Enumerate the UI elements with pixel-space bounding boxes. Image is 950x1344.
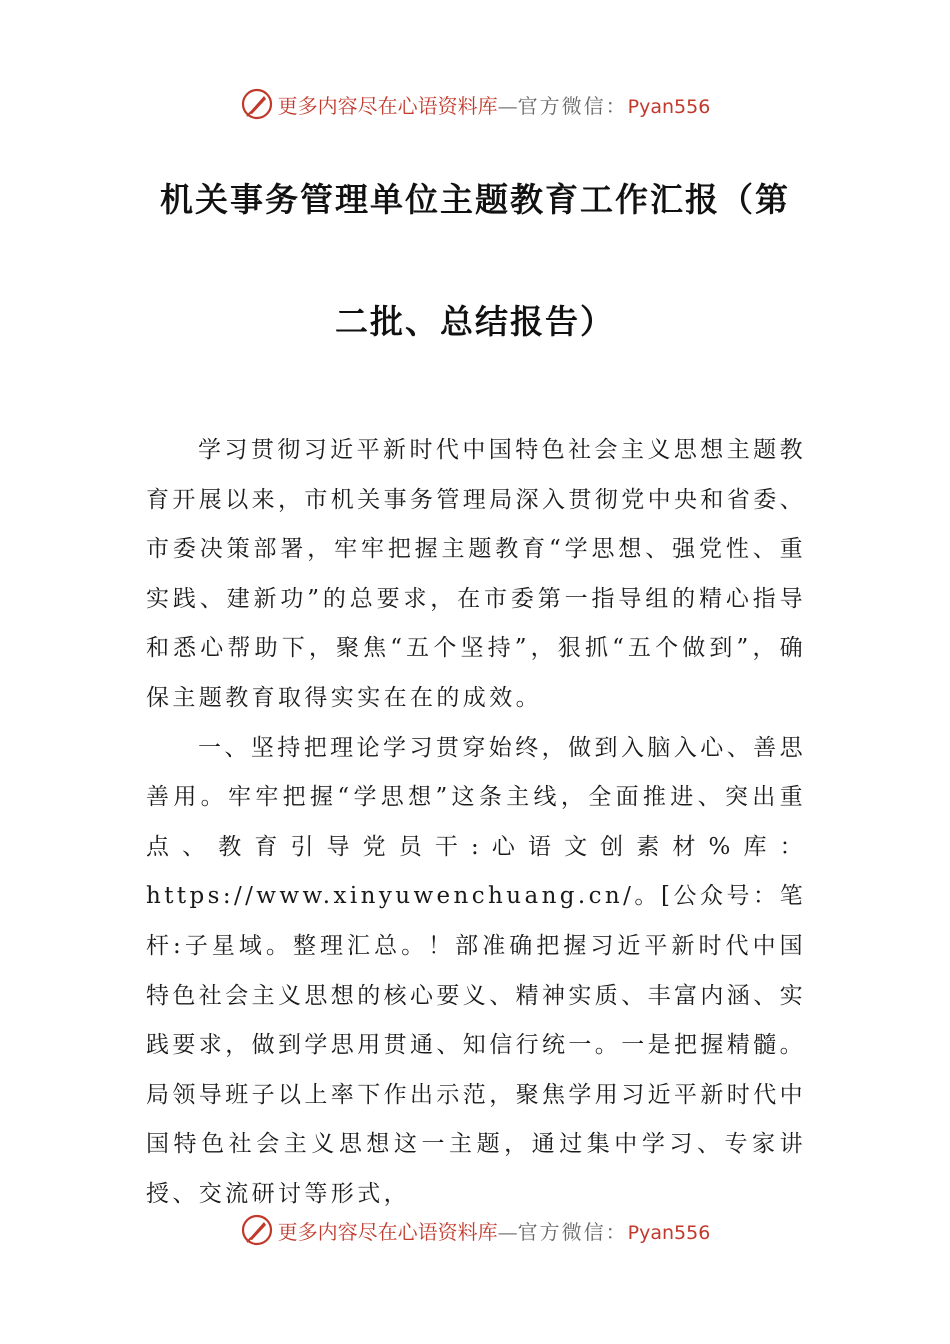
footer-banner <box>0 1210 950 1250</box>
banner-text <box>278 1216 711 1245</box>
banner-slogan: 更多内容尽在心语资料库 <box>277 1219 498 1244</box>
document-body <box>146 426 806 1220</box>
banner-dash: — <box>497 93 518 118</box>
banner-text <box>278 90 711 119</box>
paragraph: 学习贯彻习近平新时代中国特色社会主义思想主题教育开展以来，市机关事务管理局深入贯彻党中央和省委、市委决策部署，牢牢把握主题教育“学思想、强党性、重实践、建新功”的总要求，在市委第一指导组的精心指导和悉心帮助下，聚焦“五个坚持”，狠抓“五个做到”，确保主题教育取得实实在在的成效。 <box>146 437 806 711</box>
quill-pen-logo-icon <box>240 87 274 121</box>
header-banner <box>0 84 950 124</box>
banner-wechat-id: Pyan556 <box>627 1221 711 1244</box>
quill-pen-logo-icon <box>240 1213 274 1247</box>
banner-label: 官方微信： <box>517 93 628 118</box>
banner-label: 官方微信： <box>517 1219 628 1244</box>
document-title-line-2: 二批、总结报告） <box>335 302 615 341</box>
banner-wechat-id: Pyan556 <box>627 95 711 118</box>
document-title-line-1: 机关事务管理单位主题教育工作汇报（第 <box>160 180 790 219</box>
paragraph: 一、坚持把理论学习贯穿始终，做到入脑入心、善思善用。牢牢把握“学思想”这条主线，全面推进、突出重点、教育引导党员干:心语文创素材%库：https://www.xinyuwenchuang.cn/。[公众号：笔杆:子星域。整理汇总。！部准确把握习近平新时代中国特色社会主义思想的核心要义、精神实质、丰富内涵、实践要求，做到学思用贯通、知信行统一。一是把握精髓。局领导班子以上率下作出示范，聚焦学用习近平新时代中国特色社会主义思想这一主题，通过集中学习、专家讲授、交流研讨等形式， <box>146 734 806 1207</box>
banner-dash: — <box>497 1219 518 1244</box>
banner-slogan: 更多内容尽在心语资料库 <box>277 93 498 118</box>
